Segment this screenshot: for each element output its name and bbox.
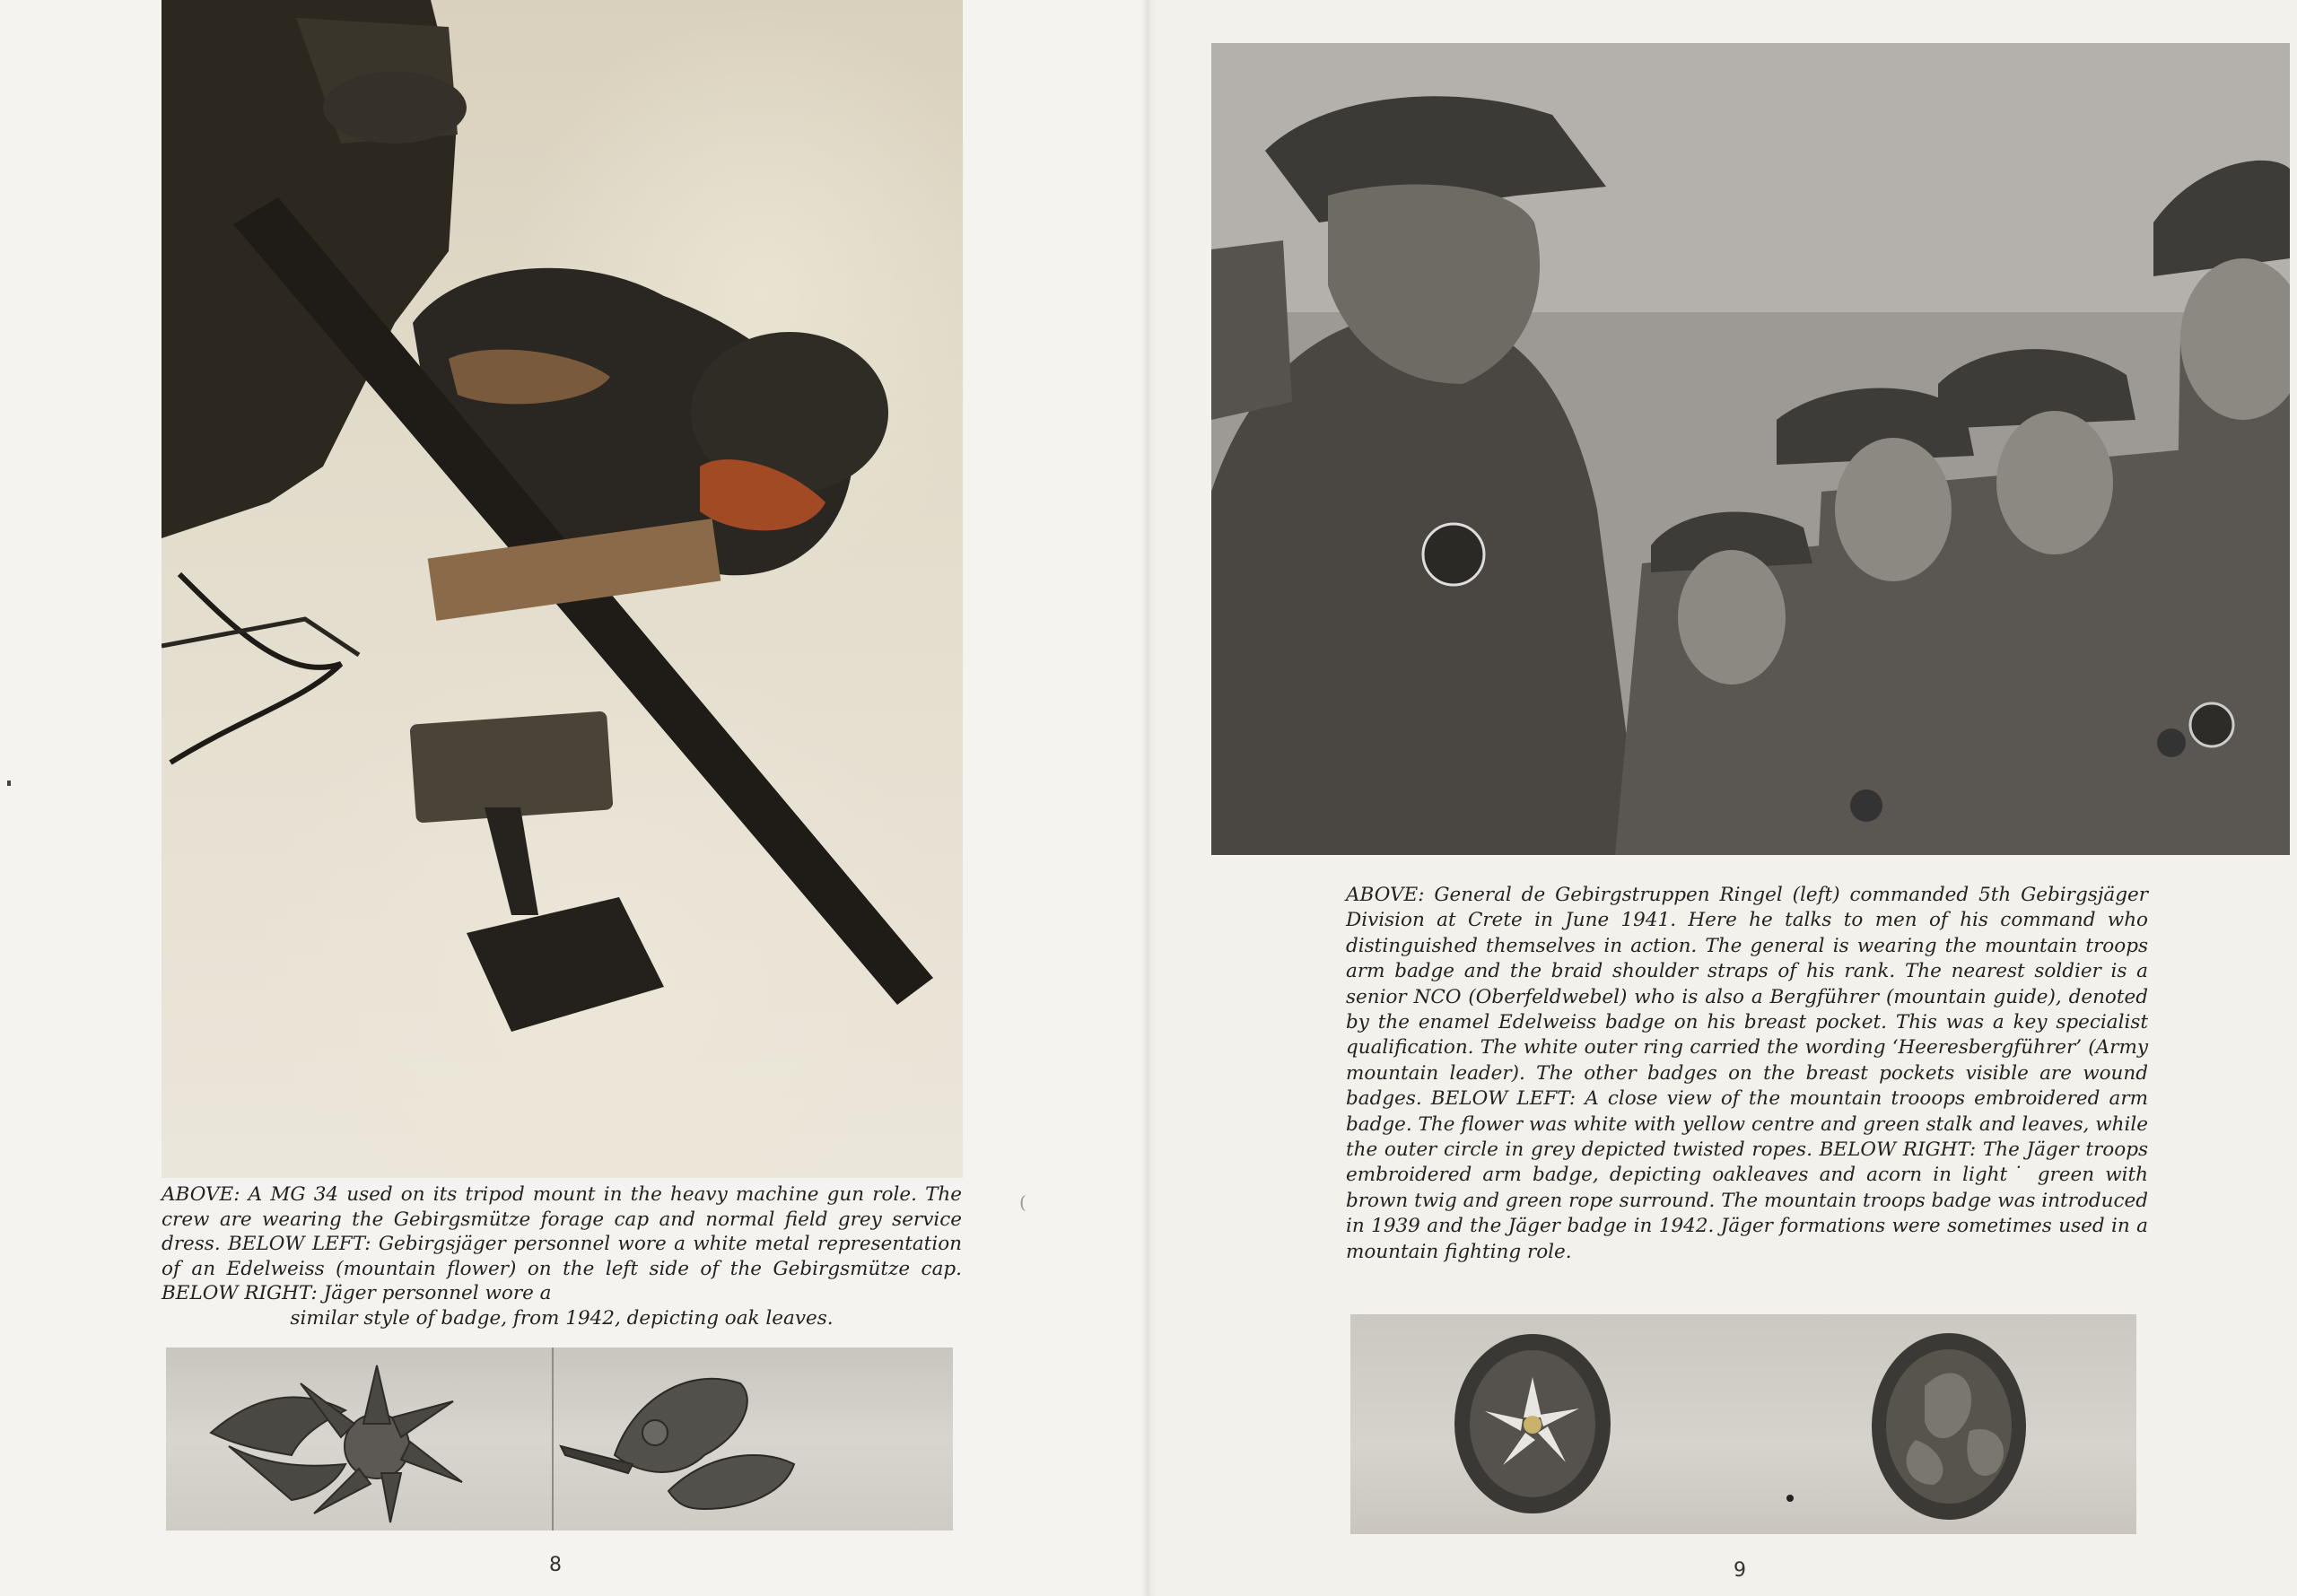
edelweiss-badge-image bbox=[166, 1347, 953, 1531]
strip-divider bbox=[552, 1347, 554, 1531]
book-gutter bbox=[1141, 0, 1157, 1596]
photo-strip-badges-left bbox=[166, 1347, 953, 1531]
caption-left-last-line: similar style of badge, from 1942, depicting oak leaves. bbox=[290, 1306, 834, 1330]
caption-left bbox=[162, 1182, 962, 1331]
photo-general-ringel bbox=[1211, 43, 2290, 855]
page-number-left: 8 bbox=[549, 1554, 562, 1576]
photo-mg34-snow bbox=[162, 0, 963, 1178]
caption-right-text: ABOVE: General de Gebirgstruppen Ringel (left) commanded 5th Gebirgsjäger Division at Crete in June 1941. Here he talks to men of his command who distinguished themselves in action. The general is wearing the mountain troops arm badge and the braid shoulder straps of his rank. The nearest soldier is a senior NCO (Oberfeldwebel) who is also a Bergführer (mountain guide), denoted by the enamel Edelweiss badge on his breast pocket. This was a key specialist qualification. The white outer ring carried the wording ‘Heeresbergführer’ (Army mountain leader). The other badges on the breast pockets visible are wound badges. BELOW LEFT: A close view of the mountain trooops embroidered arm badge. The flower was white with yellow centre and green stalk and leaves, while the outer circle in grey depicted twisted ropes. BELOW RIGHT: The Jäger troops embroidered arm badge, depicting oakleaves and acorn in light˙ green with brown twig and green rope surround. The mountain troops badge was introduced in 1939 and the Jäger badge in 1942. Jäger formations were sometimes used in a mountain fighting role. bbox=[1346, 884, 2148, 1263]
caption-right bbox=[1346, 883, 2148, 1265]
page-number-right: 9 bbox=[1734, 1559, 1746, 1582]
photo-strip-arm-badges bbox=[1350, 1314, 2136, 1534]
binding-mark: ( bbox=[1019, 1191, 1026, 1213]
caption-left-text: ABOVE: A MG 34 used on its tripod mount in the heavy machine gun role. The crew are wearing the Gebirgsmütze forage cap and normal field grey service dress. BELOW LEFT: Gebirgsjäger personnel wore a white metal representation of an Edelweiss (mountain flower) on the left side of the Gebirgsmütze cap. BELOW RIGHT: Jäger personnel wore a bbox=[162, 1183, 962, 1305]
page-edge-mark bbox=[7, 781, 11, 786]
arm-badges-image bbox=[1350, 1314, 2136, 1534]
